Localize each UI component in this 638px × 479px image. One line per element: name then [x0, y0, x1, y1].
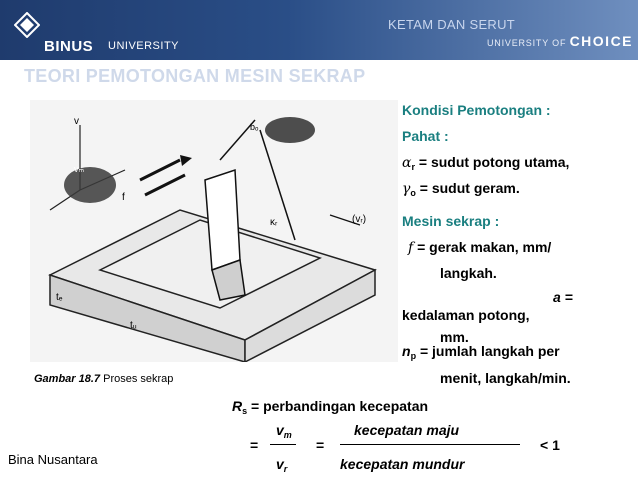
alpha-symbol: α: [402, 155, 412, 171]
header-topic: KETAM DAN SERUT: [388, 17, 516, 32]
tagline-choice: CHOICE: [569, 33, 634, 49]
conditions-heading: Kondisi Pemotongan :: [402, 102, 551, 118]
chip-blob-left: [64, 167, 116, 203]
label-v: v: [74, 116, 79, 127]
strokes-continuation: menit, langkah/min.: [440, 370, 571, 386]
label-te: tₑ: [56, 292, 63, 303]
tagline-prefix: UNIVERSITY OF: [487, 38, 567, 48]
speed-denominator: kecepatan mundur: [340, 456, 465, 472]
brand-name: BINUS: [44, 38, 94, 55]
feed-definition: f = gerak makan, mm/: [408, 239, 552, 256]
tool-heading: Pahat :: [402, 128, 449, 144]
binus-logo-icon: [14, 12, 40, 38]
eq-sign-2: =: [316, 437, 325, 453]
page-title: TEORI PEMOTONGAN MESIN SEKRAP: [24, 66, 366, 86]
label-kr: κᵣ: [270, 217, 278, 228]
vm-numerator: $v_m$: [276, 422, 292, 440]
shaping-process-figure: [30, 100, 398, 362]
alpha-definition: $\alpha_r$ = sudut potong utama,: [402, 154, 570, 172]
gamma-definition: $\gamma_o$ = sudut geram.: [402, 180, 520, 198]
fraction-line-2: [340, 444, 520, 445]
depth-symbol: a =: [553, 289, 573, 305]
gamma-symbol: γ: [402, 181, 411, 197]
caption-text: Proses sekrap: [103, 373, 174, 385]
label-bo: bₒ: [250, 122, 259, 132]
strokes-definition: $n_p$ = jumlah langkah per: [402, 343, 560, 361]
feed-continuation: langkah.: [440, 265, 497, 281]
vr-denominator: $v_r$: [276, 456, 288, 474]
machine-heading: Mesin sekrap :: [402, 213, 500, 229]
label-tw: tᵤ: [130, 320, 137, 331]
label-f: f: [122, 192, 125, 203]
chip-blob-right: [265, 117, 315, 143]
tagline: [487, 33, 633, 49]
footer-text: Bina Nusantara: [8, 452, 98, 467]
label-vr: (vᵣ): [352, 214, 367, 225]
caption-label: Gambar 18.7: [34, 373, 101, 385]
label-vm: vₘ: [74, 164, 85, 174]
rs-definition: $R_s$ = perbandingan kecepatan: [232, 398, 429, 416]
less-than-one: < 1: [540, 437, 560, 453]
brand-suffix: UNIVERSITY: [108, 40, 180, 52]
header-band: [0, 0, 638, 60]
depth-unit: mm.: [440, 329, 469, 345]
depth-description: kedalaman potong,: [402, 307, 530, 323]
fraction-line-1: [270, 444, 296, 445]
eq-sign-1: =: [250, 437, 259, 453]
figure-caption: [34, 373, 173, 385]
speed-numerator: kecepatan maju: [354, 422, 460, 438]
